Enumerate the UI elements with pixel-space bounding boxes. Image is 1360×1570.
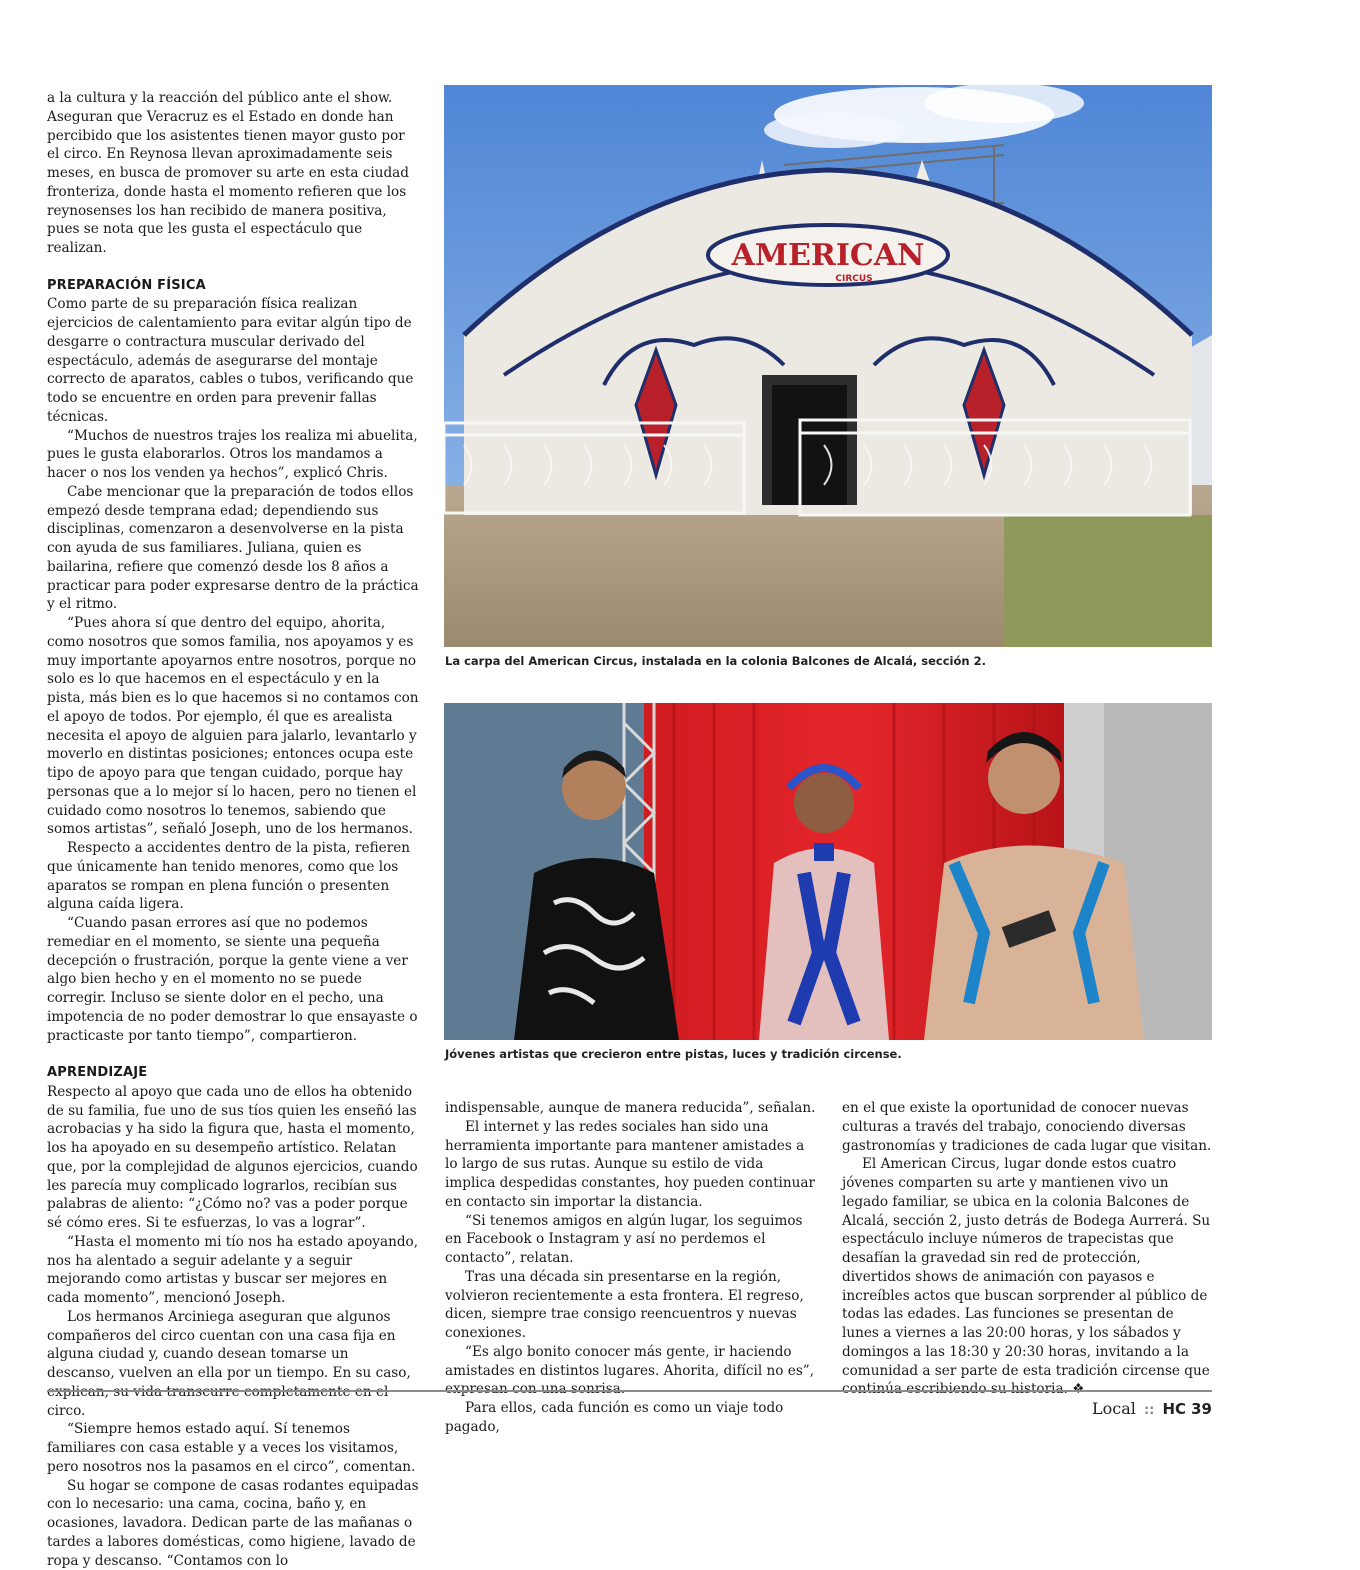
paragraph: Los hermanos Arciniega aseguran que algunos compañeros del circo cuentan con una casa fija en alguna ciudad y, cuando desean tomarse un descanso, vuelven an ella por un tiempo. En su caso, circo. xyxy=(47,1308,419,1421)
paragraph: indispensable, aunque de manera reducida”, señalan. xyxy=(445,1099,817,1118)
tent-sign-text: AMERICAN xyxy=(731,238,925,273)
photo-caption-artists: Jóvenes artistas que crecieron entre pistas, luces y tradición circense. xyxy=(445,1047,902,1061)
paragraph: Su hogar se compone de casas rodantes equipadas con lo necesario: una cama, cocina, baño y, en ocasiones, lavadora. Dedican parte de las mañanas o tardes a labores domésticas, como higiene, lavado de ropa y descanso. “Contamos con lo xyxy=(47,1477,419,1570)
paragraph: “Hasta el momento mi tío nos ha estado apoyando, nos ha alentado a seguir adelante y a seguir mejorando como artistas y buscar ser mejores en cada momento”, mencionó Joseph. xyxy=(47,1233,419,1308)
paragraph: “Cuando pasan errores así que no podemos remediar en el momento, se siente una pequeña decepción o frustración, porque la gente viene a ver algo bien hecho y en el momento no se puede corregir. Incluso se siente dolor en el pecho, una impotencia de no poder demostrar lo que ensayaste o practicaste por tanto tiempo”, compartieron. xyxy=(47,914,419,1045)
section-heading-preparacion: PREPARACIÓN FÍSICA xyxy=(47,277,419,296)
paragraph: Respecto al apoyo que cada uno de ellos ha obtenido de su familia, fue uno de sus tíos quien les enseñó las acrobacias y ha sido la figura que, hasta el momento, los ha apoyado en su desempeño artístico. Relatan que, por la complejidad de algunos ejercicios, cuando les parecía muy complicado lograrlos, recibían sus palabras de aliento: “¿Cómo no? vas a poder porque sé cómo eres. Si te esfuerzas, lo vas a lograr”. xyxy=(47,1083,419,1233)
section-heading-aprendizaje: APRENDIZAJE xyxy=(47,1064,419,1083)
footer-separator: :: xyxy=(1144,1403,1154,1418)
tent-sign-subtext: CIRCUS xyxy=(835,274,872,284)
paragraph: “Si tenemos amigos en algún lugar, los seguimos en Facebook o Instagram y así no perdemos el contacto”, relatan. xyxy=(445,1212,817,1268)
paragraph: Tras una década sin presentarse en la región, volvieron recientemente a esta frontera. El regreso, dicen, siempre trae consigo reencuentros y nuevas conexiones. xyxy=(445,1268,817,1343)
paragraph: El American Circus, lugar donde estos cuatro jóvenes comparten su arte y mantienen vivo un legado familiar, se ubica en la colonia Balcones de Alcalá, sección 2, justo detrás de Bodega Aurrerá. Su espectáculo incluye números de trapecistas que desafían la gravedad sin red de protección, divertidos shows de animación con payasos e increíbles actos que buscan sorprender al público de todas las edades. Las funciones se presentan de lunes a viernes a las 20:00 horas, y los sábados y domingos a las 18:30 y 20:30 horas, invitando a la comunidad a ser parte de esta tradición circense que xyxy=(842,1155,1212,1399)
paragraph: “Es algo bonito conocer más gente, ir haciendo amistades en distintos lugares. Ahorita, difícil no es”, xyxy=(445,1343,817,1399)
publication-name: HC xyxy=(1162,1400,1186,1418)
paragraph: “Siempre hemos estado aquí. Sí tenemos familiares con casa estable y a veces los visitamos, pero nosotros nos la pasamos en el circo”, comentan. xyxy=(47,1420,419,1476)
section-name: Local xyxy=(1092,1399,1136,1418)
article-column-2 xyxy=(445,1099,817,1437)
paragraph: Para ellos, cada función es como un viaje todo pagado, xyxy=(445,1399,817,1437)
circus-artists-photo xyxy=(444,703,1212,1040)
photo-caption-tent: La carpa del American Circus, instalada en la colonia Balcones de Alcalá, sección 2. xyxy=(445,654,986,668)
paragraph: en el que existe la oportunidad de conocer nuevas culturas a través del trabajo, conociendo diversas gastronomías y tradiciones de cada lugar que visitan. xyxy=(842,1099,1212,1155)
page-number: 39 xyxy=(1191,1400,1212,1418)
paragraph: “Muchos de nuestros trajes los realiza mi abuelita, pues le gusta elaborarlos. Otros los mandamos a hacer o nos los venden ya hechos”, explicó Chris. xyxy=(47,427,419,483)
paragraph: Respecto a accidentes dentro de la pista, refieren que únicamente han tenido menores, como que los aparatos se rompan en plena función o presenten alguna caída ligera. xyxy=(47,839,419,914)
footer-rule xyxy=(47,1390,1212,1392)
paragraph: “Pues ahora sí que dentro del equipo, ahorita, como nosotros que somos familia, nos apoyamos y es muy importante apoyarnos entre nosotros, porque no solo es lo que hacemos en el espectáculo y en la pista, más bien es lo que hacemos si no contamos con el apoyo de todos. Por ejemplo, él que es arealista necesita el apoyo de alguien para jalarlo, levantarlo y moverlo en distintas posiciones; entonces ocupa este tipo de apoyo para que tengan cuidado, porque hay personas que a lo mejor sí lo hacen, pero no tienen el cuidado como nosotros lo tenemos, sabiendo que somos artistas”, señaló Joseph, uno de los hermanos. xyxy=(47,614,419,839)
article-column-1 xyxy=(47,89,419,1570)
paragraph: a la cultura y la reacción del público ante el show. Aseguran que Veracruz es el Estado en donde han percibido que los asistentes tienen mayor gusto por el circo. En Reynosa llevan aproximadamente seis meses, en busca de promover su arte en esta ciudad fronteriza, donde hasta el momento refieren que los reynosenses los han recibido de manera positiva, pues se nota que les gusta el espectáculo que realizan. xyxy=(47,89,419,258)
paragraph: Como parte de su preparación física realizan ejercicios de calentamiento para evitar algún tipo de desgarre o contractura muscular derivado del espectáculo, además de asegurarse del montaje correcto de aparatos, cables o tubos, verificando que todo se encuentre en orden para prevenir fallas técnicas. xyxy=(47,295,419,426)
circus-tent-photo xyxy=(444,85,1212,647)
article-column-3 xyxy=(842,1099,1212,1399)
paragraph: Cabe mencionar que la preparación de todos ellos empezó desde temprana edad; dependiendo sus disciplinas, comenzaron a desenvolverse en la pista con ayuda de sus familiares. Juliana, quien es bailarina, refiere que comenzó desde los 8 años a practicar para poder expresarse dentro de la práctica y el ritmo. xyxy=(47,483,419,614)
paragraph: El internet y las redes sociales han sido una herramienta importante para mantener amistades a lo largo de sus rutas. Aunque su estilo de vida implica despedidas constantes, hoy pueden continuar en contacto sin importar la distancia. xyxy=(445,1118,817,1212)
page-footer xyxy=(1092,1399,1212,1418)
